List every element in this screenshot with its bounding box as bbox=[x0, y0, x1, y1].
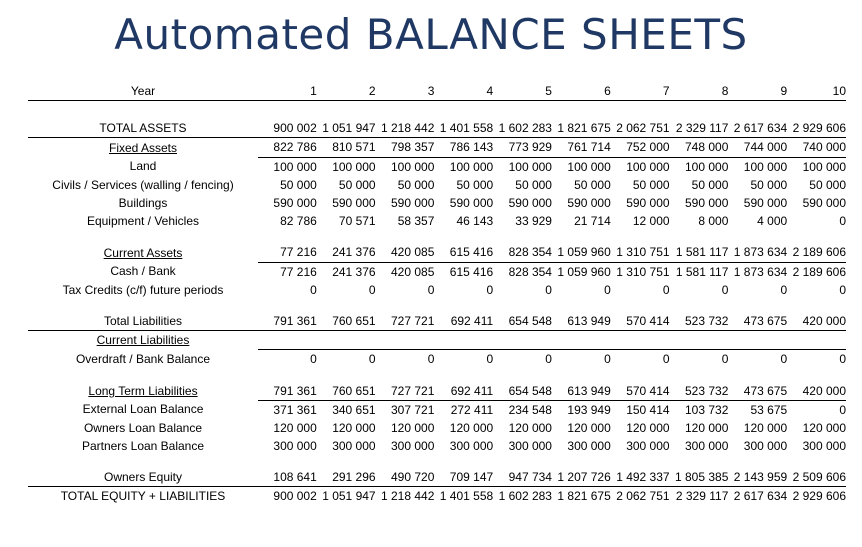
total-equity-liabilities-value: 1 051 947 bbox=[317, 487, 376, 506]
owners-loan-value: 120 000 bbox=[508, 420, 552, 435]
external-loan-value: 150 414 bbox=[626, 402, 670, 417]
current-assets-label bbox=[28, 243, 258, 262]
fixed-assets-value: 752 000 bbox=[611, 138, 670, 157]
overdraft-value: 0 bbox=[545, 352, 552, 367]
buildings-value: 590 000 bbox=[626, 196, 670, 211]
fixed-assets-value: 822 786 bbox=[258, 138, 317, 157]
total-liabilities-value: 760 651 bbox=[317, 312, 376, 331]
long-term-liabilities-value: 420 000 bbox=[787, 381, 846, 400]
civils-value: 50 000 bbox=[515, 177, 552, 192]
current-assets-value: 1 310 751 bbox=[611, 243, 670, 262]
tax-credits-value: 0 bbox=[662, 282, 670, 297]
cash-bank-label bbox=[28, 262, 258, 281]
tax-credits-value: 0 bbox=[839, 282, 846, 297]
total-equity-liabilities-value: 1 218 442 bbox=[376, 487, 435, 506]
current-liabilities-value bbox=[552, 331, 611, 350]
total-assets-value: 1 218 442 bbox=[376, 119, 435, 138]
land-value: 100 000 bbox=[567, 159, 611, 174]
cash-bank-value: 1 873 634 bbox=[733, 264, 788, 279]
page-title: Automated BALANCE SHEETS bbox=[114, 10, 748, 59]
tax-credits-value: 0 bbox=[545, 282, 552, 297]
civils-value: 50 000 bbox=[338, 177, 376, 192]
current-assets-value: 77 216 bbox=[258, 243, 317, 262]
overdraft-value: 0 bbox=[721, 352, 729, 367]
year-number: 5 bbox=[493, 82, 552, 101]
civils-value: 50 000 bbox=[574, 177, 611, 192]
partners-loan-value: 300 000 bbox=[567, 439, 611, 454]
row-partners-loan bbox=[28, 437, 846, 455]
current-liabilities-value bbox=[728, 331, 787, 350]
year-number: 6 bbox=[552, 82, 611, 101]
row-label-text: Land bbox=[129, 159, 157, 174]
land-value: 100 000 bbox=[449, 159, 494, 174]
total-assets-value: 2 929 606 bbox=[787, 119, 846, 138]
year-number: 2 bbox=[317, 82, 376, 101]
cash-bank-value: 615 416 bbox=[449, 264, 494, 279]
row-total-liabilities bbox=[28, 312, 846, 331]
civils-value: 50 000 bbox=[809, 177, 846, 192]
cash-bank-value: 241 376 bbox=[332, 264, 376, 279]
partners-loan-value: 300 000 bbox=[684, 439, 729, 454]
total-equity-liabilities-value: 2 929 606 bbox=[787, 487, 846, 506]
row-external-loan bbox=[28, 400, 846, 419]
current-assets-value: 1 873 634 bbox=[728, 243, 787, 262]
row-label-text: Equipment / Vehicles bbox=[86, 214, 200, 229]
long-term-liabilities-value: 727 721 bbox=[376, 381, 435, 400]
cash-bank-value: 828 354 bbox=[508, 264, 552, 279]
partners-loan-value: 300 000 bbox=[273, 439, 317, 454]
row-label-text: Current Assets bbox=[103, 245, 183, 260]
total-equity-liabilities-value: 2 617 634 bbox=[728, 487, 787, 506]
row-current-liabilities bbox=[28, 331, 846, 350]
owners-equity-value: 1 207 726 bbox=[557, 470, 611, 485]
cash-bank-value: 2 189 606 bbox=[792, 264, 846, 279]
equipment-value: 0 bbox=[839, 214, 846, 229]
external-loan-value: 307 721 bbox=[391, 402, 435, 417]
row-overdraft bbox=[28, 350, 846, 369]
total-equity-liabilities-value: 2 062 751 bbox=[611, 487, 670, 506]
current-liabilities-value bbox=[493, 331, 552, 350]
row-label-text: Buildings bbox=[118, 196, 168, 211]
fixed-assets-value: 773 929 bbox=[493, 138, 552, 157]
long-term-liabilities-value: 523 732 bbox=[670, 381, 729, 400]
current-liabilities-value bbox=[258, 331, 317, 350]
partners-loan-value: 300 000 bbox=[391, 439, 435, 454]
equipment-value: 33 929 bbox=[515, 214, 552, 229]
year-number: 4 bbox=[434, 82, 493, 101]
buildings-value: 590 000 bbox=[743, 196, 788, 211]
cash-bank-value: 77 216 bbox=[280, 264, 317, 279]
equipment-value: 82 786 bbox=[280, 214, 317, 229]
total-assets-label bbox=[28, 119, 258, 138]
current-liabilities-value bbox=[376, 331, 435, 350]
long-term-liabilities-value: 654 548 bbox=[493, 381, 552, 400]
equipment-value: 8 000 bbox=[698, 214, 729, 229]
spacer-row bbox=[28, 101, 846, 120]
owners-loan-value: 120 000 bbox=[626, 420, 670, 435]
total-equity-liabilities-value: 900 002 bbox=[258, 487, 317, 506]
equipment-value: 4 000 bbox=[757, 214, 788, 229]
fixed-assets-value: 740 000 bbox=[787, 138, 846, 157]
total-equity-liabilities-value: 1 401 558 bbox=[434, 487, 493, 506]
row-label-text: Cash / Bank bbox=[110, 264, 176, 279]
buildings-value: 590 000 bbox=[802, 196, 846, 211]
total-liabilities-value: 654 548 bbox=[493, 312, 552, 331]
row-current-assets bbox=[28, 243, 846, 262]
civils-value: 50 000 bbox=[632, 177, 670, 192]
cash-bank-value: 420 085 bbox=[391, 264, 435, 279]
owners-equity-value: 108 641 bbox=[273, 470, 317, 485]
total-liabilities-value: 420 000 bbox=[787, 312, 846, 331]
balance-sheet-table bbox=[28, 82, 846, 506]
total-assets-value: 2 329 117 bbox=[670, 119, 729, 138]
year-number: 10 bbox=[787, 82, 846, 101]
row-label-text: Civils / Services (walling / fencing) bbox=[52, 177, 234, 192]
civils-value: 50 000 bbox=[691, 177, 729, 192]
civils-value: 50 000 bbox=[280, 177, 317, 192]
owners-loan-value: 120 000 bbox=[802, 420, 846, 435]
external-loan-value: 340 651 bbox=[332, 402, 376, 417]
current-liabilities-value bbox=[317, 331, 376, 350]
equipment-value: 70 571 bbox=[338, 214, 376, 229]
external-loan-value: 234 548 bbox=[508, 402, 552, 417]
equipment-label bbox=[28, 212, 258, 230]
fixed-assets-value: 786 143 bbox=[434, 138, 493, 157]
long-term-liabilities-value: 473 675 bbox=[728, 381, 787, 400]
current-assets-value: 1 581 117 bbox=[670, 243, 729, 262]
external-loan-value: 272 411 bbox=[450, 402, 494, 417]
row-label-text: Owners Equity bbox=[103, 470, 183, 485]
land-value: 100 000 bbox=[626, 159, 670, 174]
total-equity-liabilities-label bbox=[28, 487, 258, 506]
partners-loan-value: 300 000 bbox=[332, 439, 376, 454]
external-loan-value: 193 949 bbox=[567, 402, 611, 417]
total-assets-value: 1 051 947 bbox=[317, 119, 376, 138]
row-land bbox=[28, 157, 846, 176]
land-value: 100 000 bbox=[684, 159, 729, 174]
partners-loan-label bbox=[28, 437, 258, 455]
external-loan-value: 371 361 bbox=[273, 402, 317, 417]
long-term-liabilities-value: 613 949 bbox=[552, 381, 611, 400]
civils-label bbox=[28, 176, 258, 194]
row-fixed-assets bbox=[28, 138, 846, 157]
row-civils bbox=[28, 176, 846, 194]
row-label-text: Total Liabilities bbox=[103, 313, 183, 328]
external-loan-label bbox=[28, 400, 258, 419]
current-liabilities-value bbox=[670, 331, 729, 350]
owners-equity-value: 709 147 bbox=[449, 470, 494, 485]
tax-credits-value: 0 bbox=[486, 282, 494, 297]
overdraft-value: 0 bbox=[839, 352, 846, 367]
row-label-text: TOTAL EQUITY + LIABILITIES bbox=[60, 489, 226, 504]
owners-equity-value: 490 720 bbox=[391, 470, 435, 485]
buildings-value: 590 000 bbox=[684, 196, 729, 211]
year-number: 3 bbox=[376, 82, 435, 101]
fixed-assets-value: 744 000 bbox=[728, 138, 787, 157]
row-cash-bank bbox=[28, 262, 846, 281]
partners-loan-value: 300 000 bbox=[449, 439, 494, 454]
owners-equity-value: 947 734 bbox=[508, 470, 552, 485]
tax-credits-value: 0 bbox=[368, 282, 376, 297]
row-label-text: Current Liabilities bbox=[96, 333, 190, 348]
year-header-row bbox=[28, 82, 846, 101]
overdraft-value: 0 bbox=[427, 352, 435, 367]
fixed-assets-label bbox=[28, 138, 258, 157]
equipment-value: 46 143 bbox=[456, 214, 494, 229]
total-assets-value: 1 602 283 bbox=[493, 119, 552, 138]
tax-credits-value: 0 bbox=[721, 282, 729, 297]
current-liabilities-value bbox=[787, 331, 846, 350]
fixed-assets-value: 748 000 bbox=[670, 138, 729, 157]
total-assets-value: 1 401 558 bbox=[434, 119, 493, 138]
row-label-text: Owners Loan Balance bbox=[83, 420, 203, 435]
equipment-value: 58 357 bbox=[397, 214, 435, 229]
total-equity-liabilities-value: 2 329 117 bbox=[670, 487, 729, 506]
overdraft-value: 0 bbox=[662, 352, 670, 367]
total-assets-value: 2 617 634 bbox=[728, 119, 787, 138]
owners-equity-value: 2 143 959 bbox=[733, 470, 788, 485]
owners-loan-value: 120 000 bbox=[273, 420, 317, 435]
overdraft-value: 0 bbox=[780, 352, 788, 367]
year-header-label: Year bbox=[28, 82, 258, 101]
partners-loan-value: 300 000 bbox=[743, 439, 788, 454]
row-label-text: Tax Credits (c/f) future periods bbox=[62, 282, 224, 297]
owners-loan-value: 120 000 bbox=[449, 420, 494, 435]
total-liabilities-value: 727 721 bbox=[376, 312, 435, 331]
buildings-label bbox=[28, 194, 258, 212]
row-label-text: External Loan Balance bbox=[82, 402, 204, 417]
land-label bbox=[28, 157, 258, 176]
current-assets-value: 1 059 960 bbox=[552, 243, 611, 262]
spacer-row bbox=[28, 299, 846, 312]
row-label-text: Overdraft / Bank Balance bbox=[75, 352, 211, 367]
buildings-value: 590 000 bbox=[508, 196, 552, 211]
owners-equity-value: 2 509 606 bbox=[792, 470, 846, 485]
owners-loan-value: 120 000 bbox=[332, 420, 376, 435]
fixed-assets-value: 761 714 bbox=[552, 138, 611, 157]
owners-equity-label bbox=[28, 468, 258, 487]
spacer-row bbox=[28, 230, 846, 243]
year-number: 8 bbox=[670, 82, 729, 101]
cash-bank-value: 1 059 960 bbox=[557, 264, 611, 279]
row-equipment bbox=[28, 212, 846, 230]
long-term-liabilities-value: 692 411 bbox=[434, 381, 493, 400]
external-loan-value: 103 732 bbox=[684, 402, 729, 417]
owners-loan-value: 120 000 bbox=[391, 420, 435, 435]
row-total-assets bbox=[28, 119, 846, 138]
owners-loan-value: 120 000 bbox=[567, 420, 611, 435]
current-assets-value: 241 376 bbox=[317, 243, 376, 262]
partners-loan-value: 300 000 bbox=[508, 439, 552, 454]
land-value: 100 000 bbox=[391, 159, 435, 174]
long-term-liabilities-value: 791 361 bbox=[258, 381, 317, 400]
overdraft-label bbox=[28, 350, 258, 369]
land-value: 100 000 bbox=[273, 159, 317, 174]
cash-bank-value: 1 581 117 bbox=[675, 264, 729, 279]
civils-value: 50 000 bbox=[750, 177, 788, 192]
total-assets-value: 900 002 bbox=[258, 119, 317, 138]
row-long-term-liabilities bbox=[28, 381, 846, 400]
civils-value: 50 000 bbox=[456, 177, 494, 192]
owners-loan-value: 120 000 bbox=[743, 420, 788, 435]
row-owners-loan bbox=[28, 419, 846, 437]
row-label-text: Long Term Liabilities bbox=[88, 383, 198, 398]
total-liabilities-value: 692 411 bbox=[434, 312, 493, 331]
row-label-text: TOTAL ASSETS bbox=[99, 121, 187, 136]
buildings-value: 590 000 bbox=[332, 196, 376, 211]
owners-loan-value: 120 000 bbox=[684, 420, 729, 435]
equipment-value: 12 000 bbox=[632, 214, 670, 229]
current-assets-value: 2 189 606 bbox=[787, 243, 846, 262]
buildings-value: 590 000 bbox=[391, 196, 435, 211]
fixed-assets-value: 810 571 bbox=[317, 138, 376, 157]
total-equity-liabilities-value: 1 821 675 bbox=[552, 487, 611, 506]
row-buildings bbox=[28, 194, 846, 212]
owners-equity-value: 291 296 bbox=[332, 470, 376, 485]
external-loan-value: 0 bbox=[839, 402, 846, 417]
overdraft-value: 0 bbox=[310, 352, 317, 367]
total-liabilities-value: 473 675 bbox=[728, 312, 787, 331]
current-assets-value: 615 416 bbox=[434, 243, 493, 262]
buildings-value: 590 000 bbox=[567, 196, 611, 211]
tax-credits-value: 0 bbox=[427, 282, 435, 297]
total-liabilities-value: 613 949 bbox=[552, 312, 611, 331]
owners-loan-label bbox=[28, 419, 258, 437]
civils-value: 50 000 bbox=[397, 177, 435, 192]
tax-credits-value: 0 bbox=[604, 282, 611, 297]
tax-credits-value: 0 bbox=[310, 282, 317, 297]
year-number: 1 bbox=[258, 82, 317, 101]
tax-credits-label bbox=[28, 281, 258, 299]
total-liabilities-value: 570 414 bbox=[611, 312, 670, 331]
row-total-equity-liabilities bbox=[28, 487, 846, 506]
current-assets-value: 420 085 bbox=[376, 243, 435, 262]
buildings-value: 590 000 bbox=[273, 196, 317, 211]
current-liabilities-label bbox=[28, 331, 258, 350]
overdraft-value: 0 bbox=[368, 352, 376, 367]
total-assets-value: 1 821 675 bbox=[552, 119, 611, 138]
row-label-text: Partners Loan Balance bbox=[81, 439, 205, 454]
long-term-liabilities-value: 570 414 bbox=[611, 381, 670, 400]
total-equity-liabilities-value: 1 602 283 bbox=[493, 487, 552, 506]
long-term-liabilities-value: 760 651 bbox=[317, 381, 376, 400]
row-label-text: Fixed Assets bbox=[108, 140, 178, 155]
row-owners-equity bbox=[28, 468, 846, 487]
year-number: 7 bbox=[611, 82, 670, 101]
tax-credits-value: 0 bbox=[780, 282, 788, 297]
row-tax-credits bbox=[28, 281, 846, 299]
cash-bank-value: 1 310 751 bbox=[616, 264, 670, 279]
fixed-assets-value: 798 357 bbox=[376, 138, 435, 157]
total-liabilities-value: 523 732 bbox=[670, 312, 729, 331]
current-assets-value: 828 354 bbox=[493, 243, 552, 262]
overdraft-value: 0 bbox=[604, 352, 611, 367]
current-liabilities-value bbox=[434, 331, 493, 350]
partners-loan-value: 300 000 bbox=[802, 439, 846, 454]
overdraft-value: 0 bbox=[486, 352, 494, 367]
land-value: 100 000 bbox=[332, 159, 376, 174]
year-number: 9 bbox=[728, 82, 787, 101]
total-assets-value: 2 062 751 bbox=[611, 119, 670, 138]
current-liabilities-value bbox=[611, 331, 670, 350]
total-liabilities-label bbox=[28, 312, 258, 331]
total-liabilities-value: 791 361 bbox=[258, 312, 317, 331]
owners-equity-value: 1 805 385 bbox=[674, 470, 729, 485]
land-value: 100 000 bbox=[802, 159, 846, 174]
buildings-value: 590 000 bbox=[449, 196, 494, 211]
long-term-liabilities-label bbox=[28, 381, 258, 400]
external-loan-value: 53 675 bbox=[750, 402, 788, 417]
equipment-value: 21 714 bbox=[574, 214, 611, 229]
owners-equity-value: 1 492 337 bbox=[616, 470, 670, 485]
partners-loan-value: 300 000 bbox=[626, 439, 670, 454]
spacer-row bbox=[28, 455, 846, 468]
land-value: 100 000 bbox=[508, 159, 552, 174]
spacer-row bbox=[28, 368, 846, 381]
land-value: 100 000 bbox=[743, 159, 788, 174]
